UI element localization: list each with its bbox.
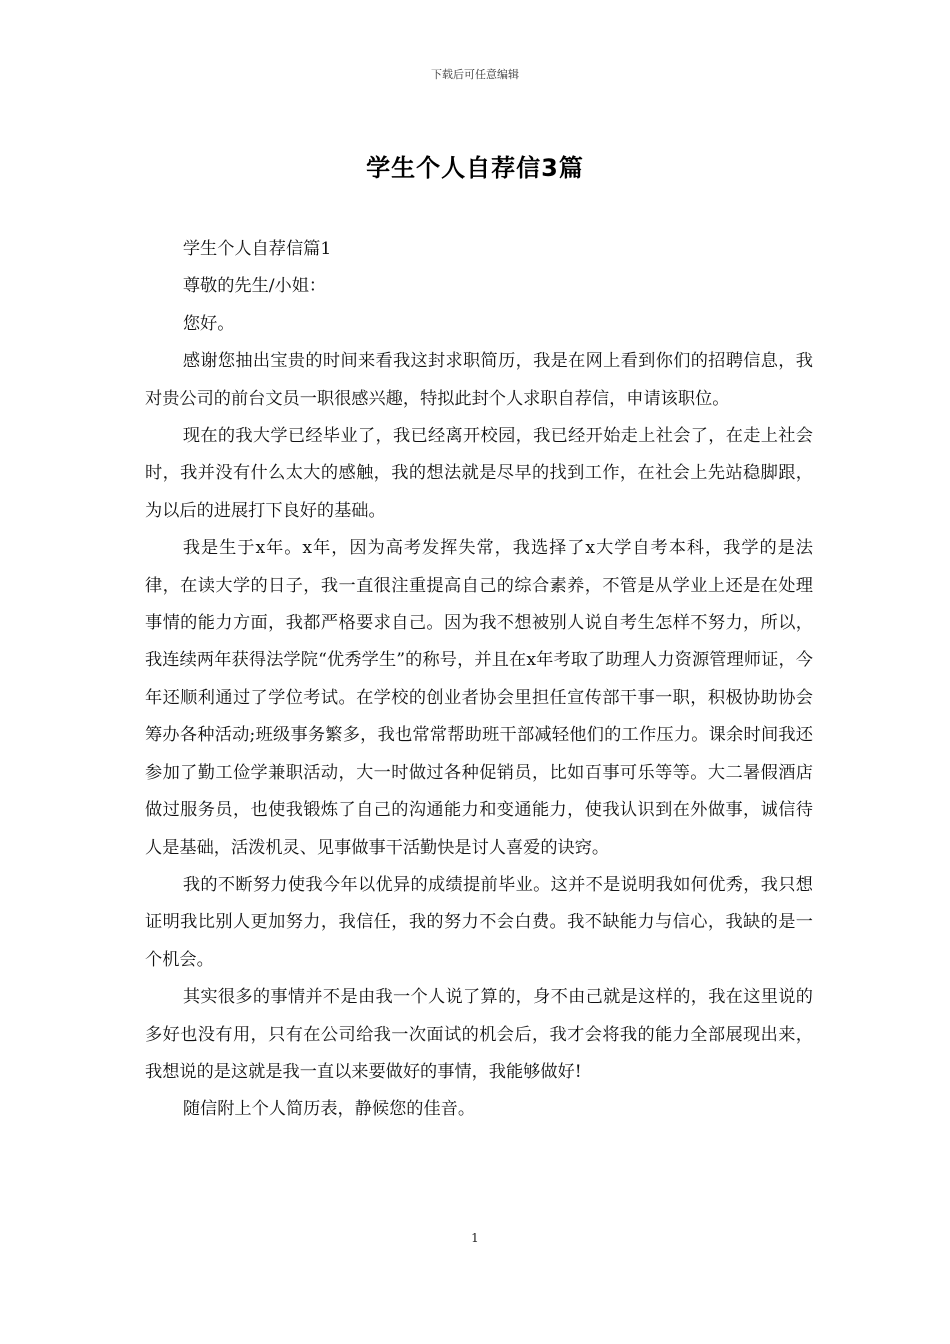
section-heading: 学生个人自荐信篇1 [182,239,332,259]
document-body [145,231,813,1129]
salutation: 尊敬的先生/小姐： [182,276,327,297]
body-paragraph: 我是生于x年。x年，因为高考发挥失常，我选择了x大学自考本科，我学的是法律，在读大学的日子，我一直很注重提高自己的综合素养，不管是从学业上还是在处理事情的能力方面，我都严格要求自己。因为我不想被别人说自考生怎样不努力，所以，我连续两年获得法学院“优秀学生”的称号，并且在x年考取了助理人力资源管理师证，今年还顺利通过了学位考试。在学校的创业者协会里担任宣传部干事一职，积极协助协会筹办各种活动;班级事务繁多，我也常常帮助班干部减轻他们的工作压力。课余时间我还参加了勤工俭学兼职活动，大一时做过各种促销员，比如百事可乐等等。大二暑假酒店做过服务员，也使我锻炼了自己的沟通能力和变通能力，使我认识到在外做事，诚信待人是基础，活泼机灵、见事做事干活勤快是讨人喜爱的诀窍。 [145,538,813,858]
page-number: 1 [471,1231,479,1245]
body-paragraph: 其实很多的事情并不是由我一个人说了算的，身不由己就是这样的，我在这里说的多好也没有用，只有在公司给我一次面试的机会后，我才会将我的能力全部展现出来，我想说的是这就是我一直以来要做好的事情，我能够做好! [145,987,813,1082]
closing-paragraph: 随信附上个人简历表，静候您的佳音。 [182,1099,476,1120]
body-paragraph: 感谢您抽出宝贵的时间来看我这封求职简历，我是在网上看到你们的招聘信息，我对贵公司的前台文员一职很感兴趣，特拟此封个人求职自荐信，申请该职位。 [145,351,813,409]
body-paragraph: 我的不断努力使我今年以优异的成绩提前毕业。这并不是说明我如何优秀，我只想证明我比别人更加努力，我信任，我的努力不会白费。我不缺能力与信心，我缺的是一个机会。 [145,874,813,970]
greeting: 您好。 [182,313,235,334]
body-paragraph: 现在的我大学已经毕业了，我已经离开校园，我已经开始走上社会了，在走上社会时，我并没有什么太大的感触，我的想法就是尽早的找到工作，在社会上先站稳脚跟，为以后的进展打下良好的基础。 [145,426,813,521]
document-title: 学生个人自荐信3篇 [366,154,584,182]
header-note: 下载后可任意编辑 [431,68,519,81]
